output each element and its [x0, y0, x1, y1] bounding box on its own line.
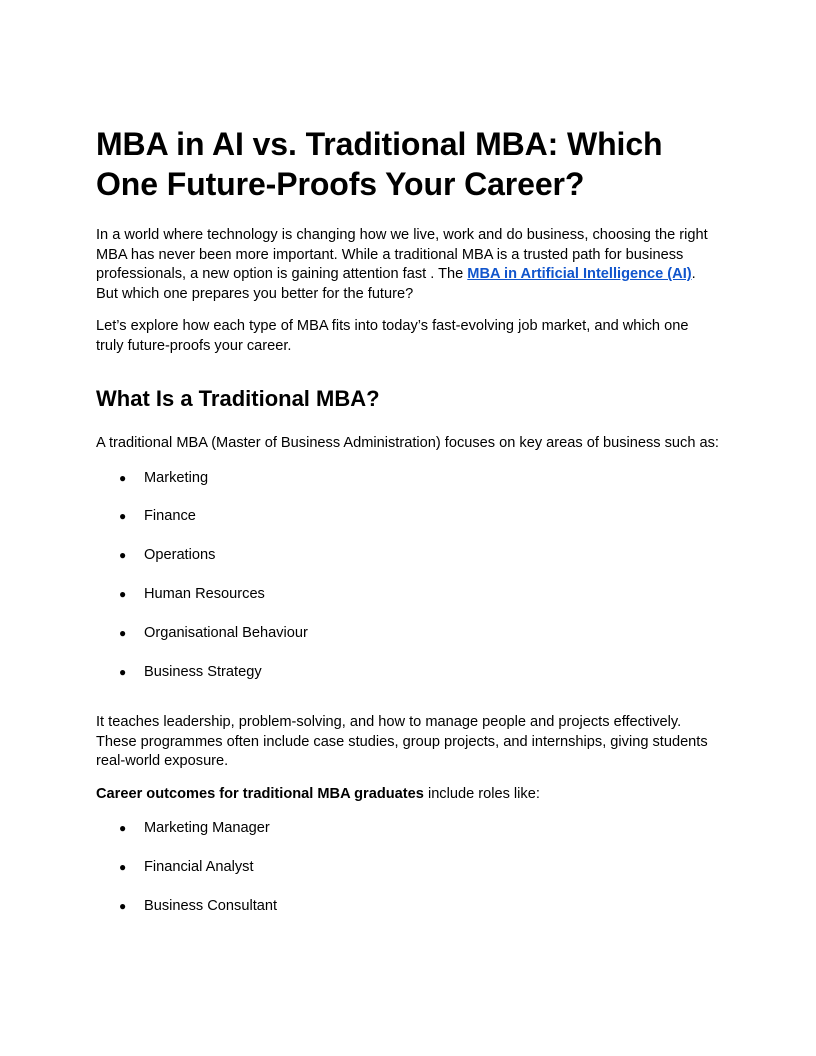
list-item: ● Marketing	[96, 469, 720, 489]
traditional-description: A traditional MBA (Master of Business Administration) focuses on key areas of business such as:	[96, 435, 719, 451]
career-outcomes-rest: include roles like:	[423, 785, 540, 802]
list-item: ● Business Consultant	[96, 897, 720, 917]
bullet-icon: ●	[119, 664, 127, 679]
bullet-icon: ●	[119, 899, 127, 914]
roles-list	[96, 819, 720, 916]
mba-ai-link[interactable]: MBA in Artificial Intelligence (AI)	[467, 266, 692, 282]
bullet-icon: ●	[119, 548, 127, 563]
intro-text: In a world where technology is changing how we live, work and do business, choosing the right MBA has never been more important. While a traditional MBA is a trusted path for business professionals, a new option is gaining attention fast . The	[96, 227, 708, 282]
list-item: ● Operations	[96, 546, 720, 566]
career-outcomes-paragraph	[96, 785, 720, 805]
focus-areas-list	[96, 469, 720, 683]
document-page	[96, 124, 720, 936]
page-title: MBA in AI vs. Traditional MBA: Which One Future-Proofs Your Career?	[96, 126, 663, 202]
list-item: ● Finance	[96, 507, 720, 527]
bullet-icon: ●	[119, 509, 127, 524]
list-item: ● Financial Analyst	[96, 858, 720, 878]
list-item: ● Marketing Manager	[96, 819, 720, 839]
list-item: ● Business Strategy	[96, 663, 720, 683]
bullet-icon: ●	[119, 626, 127, 641]
bullet-icon: ●	[119, 587, 127, 602]
list-item: ● Human Resources	[96, 585, 720, 605]
teaches-paragraph: It teaches leadership, problem-solving, and how to manage people and projects effectively. These programmes often include case studies, group projects, and internships, giving students real-world exposure.	[96, 714, 708, 770]
intro-paragraph	[96, 226, 720, 304]
career-outcomes-bold: Career outcomes for traditional MBA graduates	[96, 785, 424, 802]
list-item: ● Organisational Behaviour	[96, 624, 720, 644]
bullet-icon: ●	[119, 821, 127, 836]
section-heading-traditional: What Is a Traditional MBA?	[96, 386, 380, 411]
intro-text-end: . But which one prepares you better for the future?	[96, 266, 696, 302]
explore-paragraph: Let’s explore how each type of MBA fits into today’s fast-evolving job market, and which one truly future-proofs your career.	[96, 318, 689, 354]
bullet-icon: ●	[119, 470, 127, 485]
bullet-icon: ●	[119, 860, 127, 875]
